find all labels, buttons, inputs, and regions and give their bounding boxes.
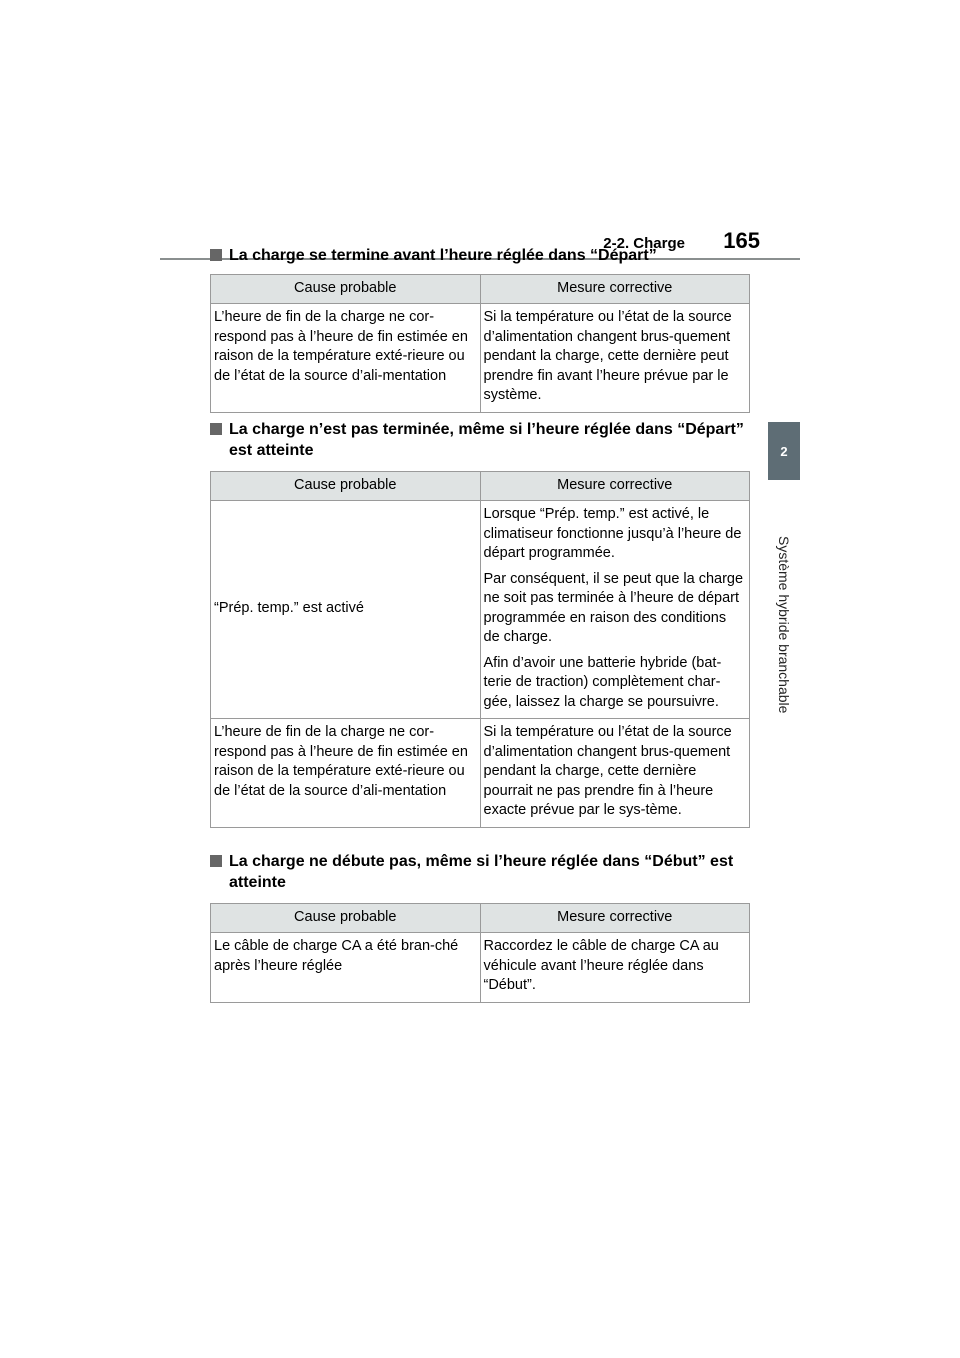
table-row	[211, 933, 750, 1003]
section-heading: La charge n’est pas terminée, même si l’heure réglée dans “Départ” est atteinte	[210, 419, 750, 461]
column-header: Cause probable	[211, 472, 481, 501]
table-header-row	[211, 275, 750, 304]
column-header: Cause probable	[211, 904, 481, 933]
info-table	[210, 471, 750, 828]
square-bullet-icon	[210, 249, 222, 261]
chapter-side-tab	[768, 422, 800, 772]
table-header-row	[211, 472, 750, 501]
chapter-title: Système hybride branchable	[776, 536, 792, 714]
table-row	[211, 304, 750, 413]
measure-cell: Si la température ou l’état de la source d’alimentation changent brus-quement pendant la charge, cette dernière pourrait ne pas prendre fin à l’heure exacte prévue par le sys-tème.	[480, 719, 750, 828]
column-header: Cause probable	[211, 275, 481, 304]
measure-cell: Si la température ou l’état de la source d’alimentation changent brus-quement pendant la charge, cette dernière peut prendre fin avant l’heure prévue par le système.	[480, 304, 750, 413]
cause-cell: L’heure de fin de la charge ne cor-respond pas à l’heure de fin estimée en raison de la température exté-rieure ou de l’état de la source d’ali-mentation	[211, 304, 481, 413]
table-header-row	[211, 904, 750, 933]
column-header: Mesure corrective	[480, 904, 750, 933]
section-heading: La charge ne débute pas, même si l’heure réglée dans “Début” est atteinte	[210, 851, 750, 893]
column-header: Mesure corrective	[480, 275, 750, 304]
cause-cell: “Prép. temp.” est activé	[211, 501, 481, 719]
square-bullet-icon	[210, 423, 222, 435]
page-number: 165	[723, 228, 760, 253]
square-bullet-icon	[210, 855, 222, 867]
column-header: Mesure corrective	[480, 472, 750, 501]
cause-cell: Le câble de charge CA a été bran-ché après l’heure réglée	[211, 933, 481, 1003]
measure-cell: Raccordez le câble de charge CA au véhicule avant l’heure réglée dans “Début”.	[480, 933, 750, 1003]
section-title: 2-2. Charge	[603, 235, 685, 252]
info-table	[210, 274, 750, 413]
table-row	[211, 719, 750, 828]
cause-cell: L’heure de fin de la charge ne cor-respond pas à l’heure de fin estimée en raison de la température exté-rieure ou de l’état de la source d’ali-mentation	[211, 719, 481, 828]
table-row	[211, 501, 750, 719]
measure-cell: Lorsque “Prép. temp.” est activé, le climatiseur fonctionne jusqu’à l’heure de départ programmée. Par conséquent, il se peut que la charge ne soit pas terminée à l’heure de départ programmée en raison des conditions de charge. Afin d’avoir une batterie hybride (bat-terie de traction) complètement char-gée, laissez la charge se poursuivre.	[480, 501, 750, 719]
section-heading: La charge se termine avant l’heure réglée dans “Départ”	[210, 245, 750, 266]
info-table	[210, 903, 750, 1003]
chapter-number: 2	[768, 422, 800, 480]
